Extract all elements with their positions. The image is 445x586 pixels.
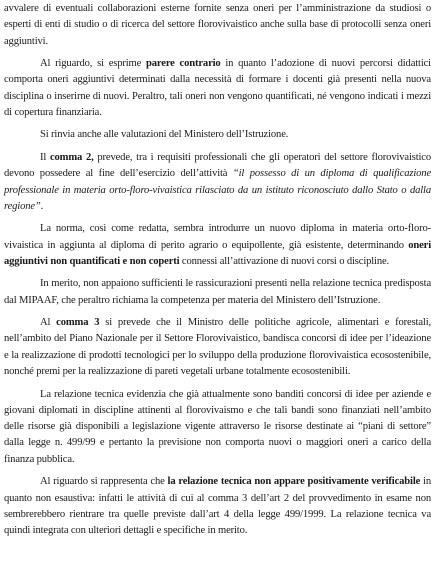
text-run: .	[40, 200, 44, 212]
text-run: La norma, così come redatta, sembra introdurre un nuovo diploma in materia orto-floro-vivaistica in aggiunta al diploma di perito agrario o equipollente, già esistente, determinando	[4, 223, 431, 251]
bold-text-run: oneri aggiuntivi non quantificati e non coperti	[4, 239, 431, 267]
bold-text-run: comma 3	[56, 317, 100, 329]
paragraph-3	[4, 127, 431, 143]
paragraph-9	[4, 474, 431, 539]
bold-text-run: parere contrario	[146, 58, 221, 70]
text-run: Al riguardo, si esprime	[40, 58, 147, 70]
bold-text-run: comma 2,	[49, 151, 94, 163]
paragraph-2	[4, 56, 431, 121]
bold-text-run: la relazione tecnica non appare positivamente verificabile	[167, 476, 421, 488]
paragraph-7	[4, 315, 431, 380]
paragraph-8	[4, 387, 431, 468]
text-run: Al	[40, 317, 57, 329]
text-run: in quanto l’adozione di nuovi percorsi didattici comporta oneri aggiuntivi determinati dalla necessità di formare i docenti già presenti nella nuova disciplina o inserirne di nuovi. Peraltro, tali oneri non vengono quantificati, né vengono indicati i mezzi di copertura finanziaria.	[4, 58, 431, 118]
text-run: prevede, tra i requisiti professionali che gli operatori del settore florovivaistico devono possedere al fine dell’esercizio dell’attività	[4, 151, 432, 180]
text-run: avvalere di eventuali collaborazioni esterne fornite senza oneri per l’amministrazione da studiosi o esperti di enti di studio o di ricerca del settore florovivaistico anche sulla base di protocolli senza oneri aggiuntivi.	[4, 3, 431, 47]
italic-text-run: “il possesso di un diploma di qualificazione professionale in materia orto-floro-vivaistica rilasciato da un istituto riconosciuto dallo Stato o dalla regione”	[4, 168, 431, 212]
document-body	[4, 1, 431, 539]
paragraph-1	[4, 1, 431, 50]
text-run: Al riguardo si rappresenta che	[40, 476, 168, 488]
text-run: si prevede che il Ministro delle politiche agricole, alimentari e forestali, nell’ambito del Piano Nazionale per il Settore Florovivaistico, bandisca concorsi di idee per l’ideazione e la realizzazione di prodotti tecnologici per lo sviluppo della produzione florovivaistica ecosostenibile, nonché premi per la realizzazione di pareti vegetali urbane totalmente ecosostenibili.	[4, 317, 431, 378]
paragraph-5	[4, 221, 431, 270]
text-run: Il	[40, 151, 50, 163]
text-run: In merito, non appaiono sufficienti le rassicurazioni presenti nella relazione tecnica predisposta dal MIPAAF, che peraltro richiama la competenza per materia del Ministero dell’Istruzione.	[4, 278, 431, 306]
text-run: La relazione tecnica evidenzia che già attualmente sono banditi concorsi di idee per aziende e giovani diplomati in discipline attinenti al florovivaismo e che tali bandi sono finanziati nell’ambito delle risorse già disponibili a legislazione vigente attraverso le risorse destinate ai “piani di settore” dalla legge n. 499/99 e pertanto la previsione non comporta nuovi o maggiori oneri a carico della finanza pubblica.	[4, 388, 431, 465]
paragraph-4	[4, 150, 431, 215]
text-run: in quanto non esaustiva: infatti le attività di cui al comma 3 dell’art 2 del provvedimento in esame non sembrerebbero rientrare tra quelle previste dall’art 4 della legge 499/1999. La relazione tecnica va quindi integrata con ulteriori dettagli e specifiche in merito.	[4, 476, 431, 537]
paragraph-6	[4, 276, 431, 309]
text-run: connessi all’attivazione di nuovi corsi o discipline.	[179, 255, 390, 267]
text-run: Si rinvia anche alle valutazioni del Ministero dell’Istruzione.	[40, 129, 289, 141]
